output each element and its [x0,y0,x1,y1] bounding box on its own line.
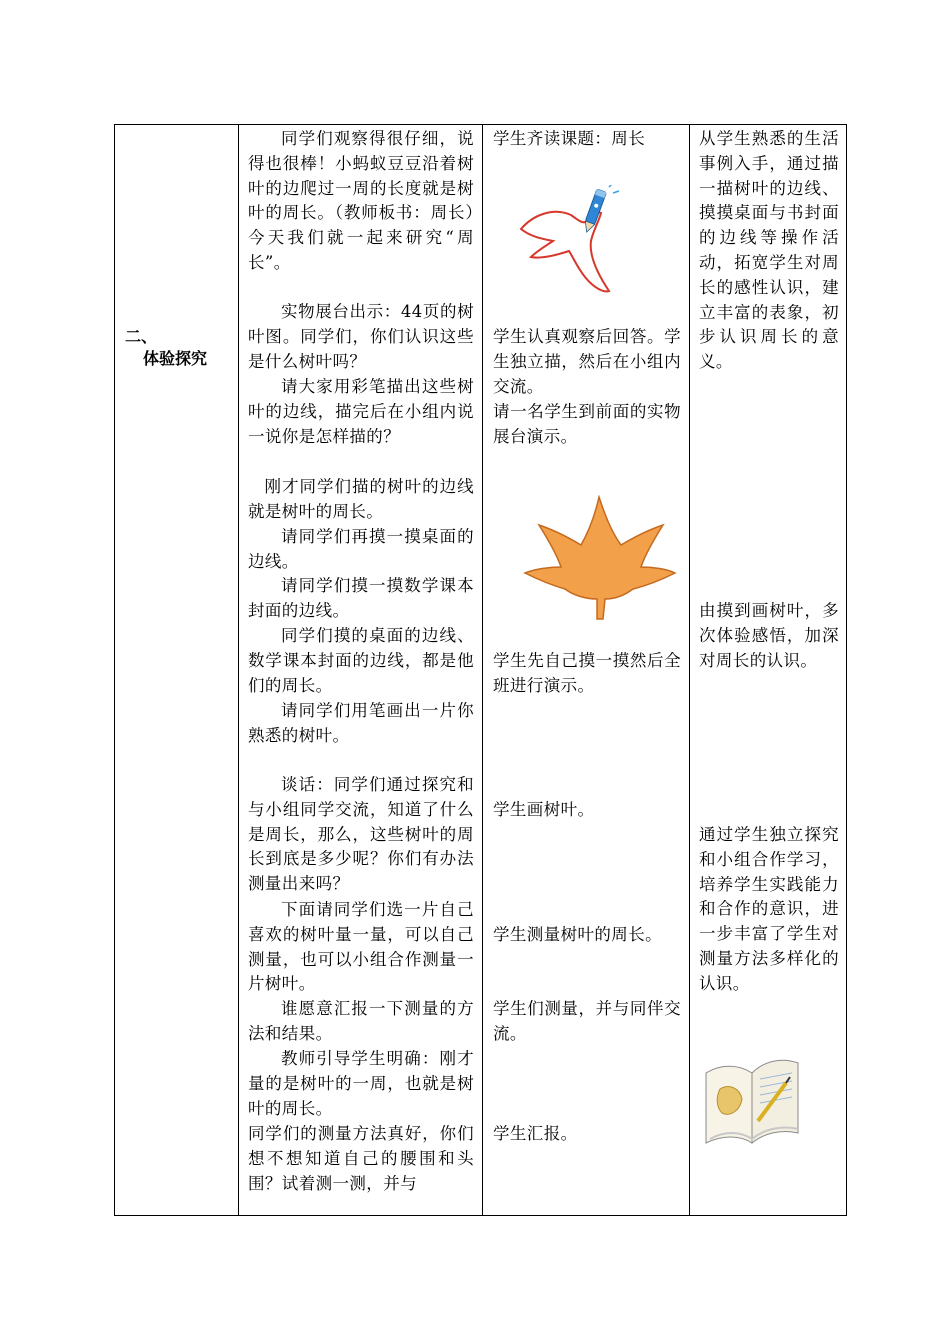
stage-title: 体验探究 [143,349,208,368]
student-activity-column [483,125,689,1215]
student-paragraph: 学生汇报。 [493,1124,578,1143]
maple-leaf-image [521,495,681,625]
teacher-paragraph: 同学们摸的桌面的边线、数学课本封面的边线，都是他们的周长。 [248,626,474,695]
student-paragraph: 学生测量树叶的周长。 [493,925,662,944]
teacher-paragraph: 谁愿意汇报一下测量的方法和结果。 [248,999,474,1043]
teacher-activity-column [239,125,482,1215]
bird-outline-image [513,185,623,305]
teacher-paragraph: 请同学们摸一摸数学课本封面的边线。 [248,576,474,620]
student-paragraph: 学生们测量，并与同伴交流。 [493,999,681,1043]
teacher-paragraph: 同学们的测量方法真好，你们想不想知道自己的腰围和头围？试着测一测，并与 [248,1124,474,1193]
teacher-paragraph: 同学们观察得很仔细，说得也很棒！小蚂蚁豆豆沿着树叶的边爬过一周的长度就是树叶的周长。（教师板书：周长）今天我们就一起来研究“周长”。 [248,129,474,272]
student-paragraph: 请一名学生到前面的实物展台演示。 [493,402,681,446]
stage-number: 二、 [125,327,158,346]
teacher-paragraph: 下面请同学们选一片自己喜欢的树叶量一量，可以自己测量，也可以小组合作测量一片树叶。 [248,900,474,994]
intent-paragraph: 通过学生独立探究和小组合作学习，培养学生实践能力和合作的意识，进一步丰富了学生对测量方法多样化的认识。 [699,825,839,993]
teacher-paragraph: 实物展台出示：44页的树叶图。同学们，你们认识这些是什么树叶吗？ [248,302,474,371]
open-book-image [702,1043,802,1151]
student-paragraph: 学生认真观察后回答。学生独立描，然后在小组内交流。 [493,327,681,396]
student-paragraph: 学生齐读课题：周长 [493,129,646,148]
student-paragraph: 学生先自己摸一摸然后全班进行演示。 [493,651,681,695]
teacher-paragraph: 请大家用彩笔描出这些树叶的边线，描完后在小组内说一说你是怎样描的？ [248,377,474,446]
design-intent-column [690,125,848,1215]
lesson-plan-table [114,124,847,1216]
student-paragraph: 学生画树叶。 [493,800,595,819]
intent-paragraph: 由摸到画树叶，多次体验感悟，加深对周长的认识。 [699,601,839,670]
teacher-paragraph: 请同学们用笔画出一片你熟悉的树叶。 [248,701,474,745]
intent-paragraph: 从学生熟悉的生活事例入手，通过描一描树叶的边线、摸摸桌面与书封面的边线等操作活动，拓宽学生对周长的感性认识，建立丰富的表象，初步认识周长的意义。 [699,129,839,372]
teacher-paragraph: 刚才同学们描的树叶的边线就是树叶的周长。 [248,477,474,521]
teacher-paragraph: 请同学们再摸一摸桌面的边线。 [248,527,474,571]
teacher-paragraph: 教师引导学生明确：刚才量的是树叶的一周，也就是树叶的周长。 [248,1049,474,1118]
stage-column [115,125,238,1215]
teacher-paragraph: 谈话：同学们通过探究和与小组同学交流，知道了什么是周长，那么，这些树叶的周长到底是多少呢？你们有办法测量出来吗？ [248,775,474,894]
